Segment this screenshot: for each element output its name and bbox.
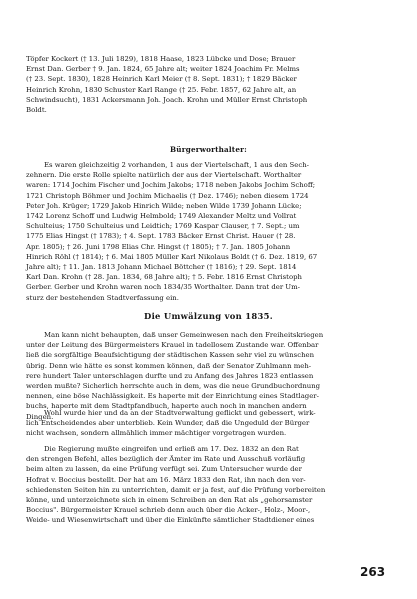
text-line: nennen, eine böse Nachlässigkeit. Es haperte mit der Einrichtung eines Stadtlager- [26, 392, 319, 401]
text-line: Jahre alt); † 11. Jan. 1813 Johann Michael Böttcher († 1816); † 29. Sept. 1814 [26, 263, 297, 272]
text-line: übrig. Denn wie hätte es sonst kommen können, daß der Senator Zuhlmann meh- [26, 361, 312, 370]
text-line: Schwindsucht), 1831 Ackersmann Joh. Joach. Krohn und Müller Ernst Christoph [26, 95, 308, 104]
text-line: nicht wachsen, sondern allmählich immer mächtiger vorgetragen wurden. [26, 429, 287, 438]
heading-umwaelzung-1835: Die Umwälzung von 1835. [144, 311, 273, 321]
text-line: buchs, haperte mit dem Stadtpfandbuch, haperte auch noch in manchen andern [26, 402, 307, 411]
text-line: Es waren gleichzeitig 2 vorhanden, 1 aus der Viertelschaft, 1 aus den Sech- [44, 161, 309, 169]
text-line: 1775 Elias Hingst († 1783); † 4. Sept. 1783 Bäcker Ernst Christ. Hauer († 28. [26, 232, 296, 241]
page-number: 263 [360, 565, 386, 579]
text-line: Boldt. [26, 106, 47, 115]
text-line: Gerber. Gerber und Krohn waren noch 1834/35 Worthalter. Dann trat der Um- [26, 283, 300, 292]
text-line: Peter Joh. Krüger; 1729 Jakob Hinrich Wilde; neben Wilde 1739 Johann Lücke; [26, 201, 302, 210]
paragraph-stadtverwaltung [26, 408, 389, 439]
text-line: beim alten zu lassen, da eine Prüfung verfügt sei. Zum Untersucher wurde der [26, 465, 302, 474]
text-line: 1721 Christoph Böhmer und Jochim Michaelis († Dez. 1746); neben diesem 1724 [26, 191, 309, 200]
heading-buergerworthalter: Bürgerworthalter: [170, 145, 247, 154]
text-line: Weide- und Wiesenwirtschaft und über die Einkünfte sämtlicher Stadtdiener eines [26, 516, 315, 525]
text-line: rere hundert Taler unterschlagen durfte und zu Anfang des Jahres 1823 entlassen [26, 371, 314, 380]
text-line: Apr. 1805); † 26. Juni 1798 Elias Chr. Hingst († 1805); † 7. Jan. 1805 Johann [26, 242, 291, 251]
paragraph-worthalter-list [26, 160, 389, 303]
text-line: waren: 1714 Jochim Fischer und Jochim Jakobs; 1718 neben Jakobs Jochim Schoff; [26, 181, 316, 190]
text-line: († 23. Sept. 1830), 1828 Heinrich Karl Meier († 8. Sept. 1831); † 1829 Bäcker [26, 75, 297, 84]
paragraph-regierung [26, 444, 389, 526]
text-line: Ernst Dan. Gerber † 9. Jan. 1824, 65 Jahre alt; weiter 1824 Joachim Fr. Melms [26, 65, 300, 74]
text-line: Wohl wurde hier und da an der Stadtverwaltung geflickt und gebessert, wirk- [44, 409, 316, 417]
text-line: schiedensten Seiten hin zu unterrichten, damit er ja fest, auf die Prüfung vorbereiten [26, 485, 326, 494]
text-line: Hofrat v. Boccius bestellt. Der hat am 16. März 1833 den Rat, ihn nach den ver- [26, 475, 306, 484]
text-line: Hinrich Röhl († 1814); † 6. Mai 1805 Müller Karl Nikolaus Boldt († 6. Dez. 1819, 67 [26, 252, 318, 261]
text-line: sturz der bestehenden Stadtverfassung ein. [26, 293, 179, 302]
text-line: Karl Dan. Krohn († 28. Jan. 1834, 68 Jahre alt); † 5. Febr. 1816 Ernst Christoph [26, 273, 302, 282]
text-line: Töpfer Kockert († 13. Juli 1829), 1818 Haase, 1823 Lübcke und Dose; Brauer [26, 55, 296, 63]
text-line: werden mußte? Sicherlich herrschte auch in dem, was die neue Grundbuchordnung [26, 382, 321, 391]
paragraph-officials-list [26, 54, 389, 115]
text-line: 1742 Lorenz Schoff und Ludwig Helmbold; 1749 Alexander Meltz und Vollrat [26, 212, 297, 221]
text-line: könne, und unterzeichnete sich in einem Schreiben an den Rat als „gehorsamster [26, 496, 313, 505]
text-line: Die Regierung mußte eingreifen und erließ am 17. Dez. 1832 an den Rat [44, 445, 299, 453]
text-line: den strengen Befehl, alles bezüglich der Ämter im Rate und Ausschuß vorläufig [26, 455, 306, 464]
text-line: zehnern. Die erste Rolle spielte natürlich der aus der Viertelschaft. Worthalter [26, 171, 302, 180]
text-line: Boccius". Bürgermeister Krauel schrieb denn auch über die Acker-, Holz-, Moor-, [26, 506, 311, 515]
text-line: unter der Leitung des Bürgermeisters Krauel in tadellosem Zustande war. Offenbar [26, 341, 319, 350]
text-line: Dingen. [26, 412, 54, 421]
text-line: lich Entscheidendes aber unterblieb. Kein Wunder, daß die Ungeduld der Bürger [26, 419, 310, 428]
text-line: Man kann nicht behaupten, daß unser Gemeinwesen nach den Freiheitskriegen [44, 331, 324, 339]
text-line: Heinrich Krohn, 1830 Schuster Karl Range († 25. Febr. 1857, 62 Jahre alt, an [26, 85, 297, 94]
text-line: ließ die sorgfältige Beaufsichtigung der städtischen Kassen sehr viel zu wünschen [26, 351, 315, 360]
text-line: Schulteius; 1750 Schulteius und Leidtich; 1769 Kaspar Clauser, † 7. Sept.; um [26, 222, 300, 231]
